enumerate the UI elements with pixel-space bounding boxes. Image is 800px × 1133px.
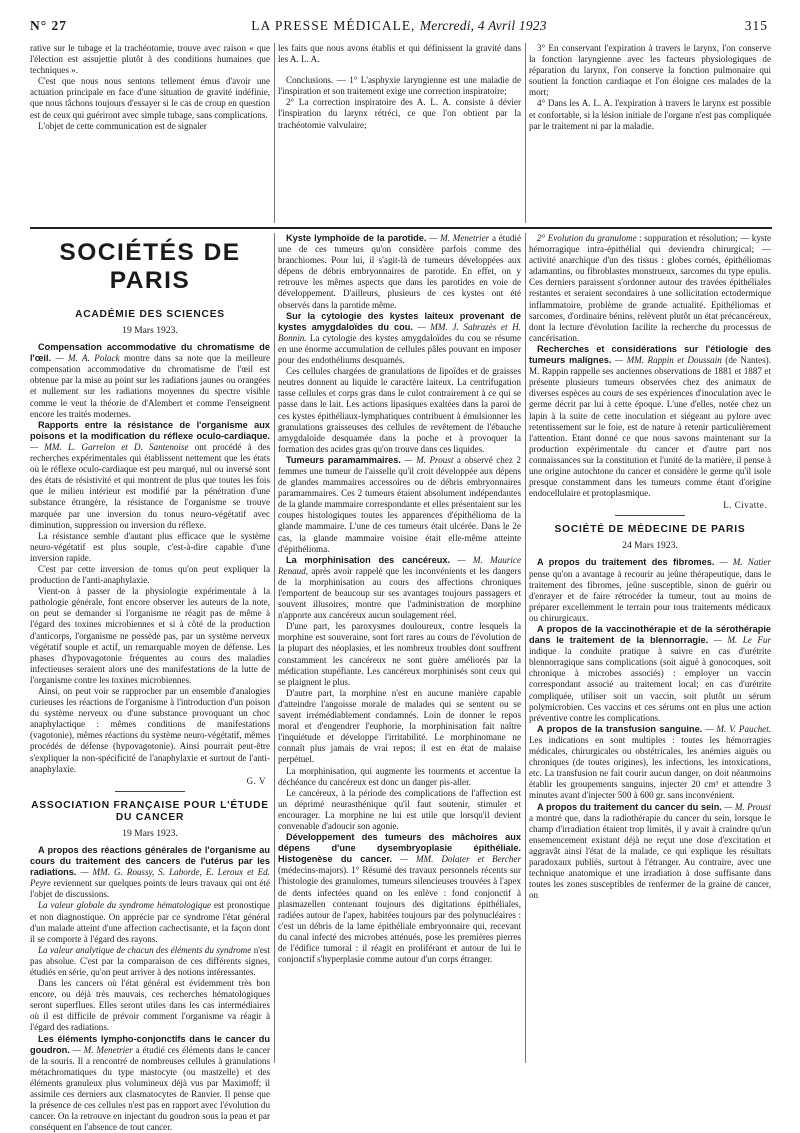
- section-date: 19 Mars 1923.: [122, 325, 178, 336]
- article: [278, 555, 521, 622]
- paragraph: C'est par cette inversion de tonus qu'on peut expliquer la production de l'anti-anaphylaxie.: [30, 563, 270, 586]
- article-text: ont procédé à des recherches expérimentales qui établissent nettement que les états où le réflexe oculo-cardiaque est peu marqué, nul ou inversé sont des états de résistivité et qui montrent de plus que toutes les fois que le milieu intérieur est modifié par la pénétration d'une substance étrangère, la résistance de l'organisme se trouve marquée par une inversion du tonus neuro-végétatif avec diminution, suppression ou inversion du réflexe.: [30, 441, 270, 530]
- paragraph: 2° Evolution du granulome : suppuration et résolution; — kyste hémorragique intra-épithélial qui deviendra chirurgical; — activité anarchique d'un des tissus : globes cornés, épithéliomas adamantins, ou fibroblastes monstrueux, sarcomes du type epulis. Ces derniers paraissent s'ordonner autour des travées épithéliales restantes et seraient secondaires à une sollicitation ectodermique inflammatoire, problème de grande actualité. Epithéliomas et sarcomes, d'ordinaire bénins, relèvent plutôt un état précancéreux, dont la lecture d'évolution facilite la recherche du processus de cancérisation.: [529, 233, 771, 343]
- section-rule: [615, 515, 685, 516]
- article-author: — M. Proust: [404, 454, 454, 465]
- article-author: — MM. J. Sabrazès et H. Bonnin.: [278, 321, 521, 343]
- article-title: Kyste lymphoïde de la parotide.: [286, 233, 427, 243]
- article-author: — M. Maurice Renaud,: [278, 554, 521, 576]
- column-3: [529, 233, 771, 1061]
- column-divider: [274, 43, 275, 223]
- section-title: ACADÉMIE DES SCIENCES: [75, 309, 225, 320]
- paragraph: Ces cellules chargées de granulations de lipoïdes et de graisses neutres donnent au liquide le caractère laiteux. La centrifugation tasse cellules et corps gras dans le culot contrairement à ce qui se passe dans le lait. Les actions lipasiques exaltées dans la paroi de ces kystes épithéliaux-lymphatiques contribuent à émulsionner les granulations graisseuses des cellules de revêtement de l'ébauche amygdaloïde desquamée dans la poche et à provoquer la formation des acides gras qu'on trouve dans ces liquides.: [278, 366, 521, 454]
- article-text: La cytologie des kystes amygdaloïdes du cou se résume en une énorme accumulation de cellules pâles pouvant en imposer pour des endothéliums desquamés.: [278, 332, 521, 366]
- issue-number: N° 27: [30, 18, 68, 33]
- paragraph: les faits que nous avons établis et qui définissent la gravité dans les A. L. A.: [278, 43, 521, 65]
- top-column-3: [529, 43, 771, 225]
- article: [30, 1034, 270, 1133]
- article-author: — M. A. Polack: [55, 353, 120, 364]
- article-author: — M. Menetrier: [72, 1044, 133, 1055]
- article-title: A propos du traitement du cancer du sein.: [537, 801, 722, 812]
- article-title: Tumeurs paramammaires.: [286, 454, 401, 465]
- article: [30, 420, 270, 531]
- emphasis: La valeur analytique de chacun des éléments du syndrome: [38, 944, 252, 955]
- article-text: (de Nantes). M. Rappin rappelle ses anciennes observations de 1881 et 1887 et présente plusieurs tumeurs observées chez des animaux de diverses espèces au cours de ses expériences d'inoculation avec le germe décrit par lui à cette époque. L'une d'elles, notée chez un lapin à la suite de cette inoculation et siégeant au pylore avec retentissement sur le foie, est de nature à retenir particulièrement l'attention. Etant donné ce que nous savons maintenant sur la production expérimentale du cancer et d'autre part nos connaissances sur la constitution et l'unité de la matière, il pense à une origine autochtone du cancer et considère le germe qu'il isole presque constamment dans les tumeurs comme étant d'origine endocellulaire et protoplasmique.: [529, 355, 771, 499]
- journal-title: [30, 18, 768, 34]
- paragraph: L'objet de cette communication est de signaler: [38, 120, 207, 131]
- column-divider: [525, 43, 526, 223]
- page-number: 315: [744, 18, 768, 33]
- section-title: SOCIÉTÉ DE MÉDECINE DE PARIS: [554, 524, 746, 536]
- article-title: Recherches et considérations sur l'étiologie des tumeurs malignes.: [529, 343, 771, 366]
- column-1: [30, 233, 270, 1133]
- article-text: indique la conduite pratique à suivre en cas d'urétrite blennorragique sans complications (soit aiguë à gonocoques, soit chronique à microbes associés) : employer un vaccin correspondant associé au traitement local; en cas d'urétrite compliquée, utiliser soit un vaccin, soit plutôt un sérum polymicrobien. Ces vaccins et ces sérums ont en plus une action préventive contre les complications.: [529, 646, 771, 723]
- article-title: Compensation accommodative du chromatisme de l'œil.: [30, 342, 270, 364]
- article: [529, 624, 771, 724]
- article-author: — M. V. Pauchet.: [705, 723, 771, 734]
- article-author: — M. Menetrier: [429, 233, 490, 243]
- article-author: — M. Natier: [719, 557, 771, 568]
- top-column-1: [30, 43, 270, 225]
- paragraph: rative sur le tubage et la trachéotomie, trouve avec raison « que l'élection est assujettie plutôt à des conditions humaines que techniques ».: [30, 43, 270, 76]
- paragraph: Vient-on à passer de la physiologie expérimentale à la pathologie générale, font encore observer les auteurs de la note, on peut se demander si l'organisme ne réagit pas de même à l'égard des toxines microbiennes et si à côté de la production d'anticorps, l'organisme ne possède pas, par un système nerveux végétatif souple et actif, un remarquable moyen de défense. Les phases d'hypovagotonie fréquentes au cours des maladies infectieuses seraient alors une des manifestations de la lutte de l'organisme contre les toxines microbiennes.: [30, 586, 270, 685]
- article-text: a étudié ces éléments dans le cancer de la souris. Il a rencontré de nombreuses cellules à granulations métachromatiques du type mastocyte (ou mastzelle) et des éléments granuleux plus volumineux déjà vus par Maximoff; il assimile ces derniers aux clasmatocytes de Ranvier. Il pense que la présence de ces cellules n'est pas en rapport avec l'évolution du cancer. On la retrouve en injectant du goudron sous la peau et par conséquent en l'absence de tout cancer.: [30, 1044, 270, 1133]
- article-title: Les éléments lympho-conjonctifs dans le cancer du goudron.: [30, 1033, 270, 1055]
- article-text: pense qu'on a avantage à recourir au jeûne thérapeutique, dans le traitement des fibromes, jeûne susceptible, sinon de guérir ou d'enrayer et de faire rétrocéder la tumeur, tout au moins de préparer excellemment le terrain pour tous traitements médicaux ou chirurgicaux.: [529, 568, 771, 623]
- article: [278, 233, 521, 311]
- article-text: montre dans sa note que la meilleure compensation accommodative du chromatisme de l'œil est obtenue par la mise au point sur les radiations jaunes ou orangées et nullement sur les radiations moyennes du spectre visible comme le veut la théorie de d'Alembert et comme l'enseignent encore les traités modernes.: [30, 353, 270, 419]
- section-title: ASSOCIATION FRANÇAISE POUR L'ÉTUDE DU CANCER: [31, 799, 269, 823]
- paragraph: La valeur globale du syndrome hématologique est pronostique et non diagnostique. On apprécie par ce syndrome l'état général d'un malade atteint d'une affection cachectisante, et la façon dont il se comporte à l'égard des rayons.: [30, 900, 270, 944]
- paragraph: La résistance semble d'autant plus efficace que le système neuro-végétatif est plus souple, c'est-à-dire capable d'une inversion rapide.: [30, 530, 270, 563]
- article-author: — MM. G. Roussy, S. Laborde, E. Leroux et Ed. Peyre: [30, 867, 270, 889]
- article-title: Sur la cytologie des kystes laiteux provenant de kystes amygdaloïdes du cou.: [278, 310, 521, 332]
- article: [30, 845, 270, 900]
- paragraph: Dans les cancers où l'état général est évidemment très bon encore, ou déjà très mauvais, ces recherches hématologiques seront superflues. Elles seront utiles dans les cas intermédiaires où il est difficile de prévoir comment l'organisme va réagir à l'égard des radiations.: [30, 978, 270, 1033]
- paragraph: 4° Dans les A. L. A. l'expiration à travers le larynx est possible et confortable, si la lésion initiale de l'organe n'est pas compliquée par le traitement ni par la maladie.: [529, 98, 771, 131]
- paragraph: Conclusions. — 1° L'asphyxie laryngienne est une maladie de l'inspiration et son traitement exige une correction inspiratoire;: [278, 75, 521, 97]
- paragraph: La morphinisation, qui augmente les tourments et accentue la déchéance du cancéreux est donc un danger pis-aller.: [278, 765, 521, 787]
- section-rule: [30, 227, 772, 229]
- column-divider: [525, 233, 526, 1063]
- issue-date: Mercredi, 4 Avril 1923: [419, 18, 547, 33]
- article-title: A propos des réactions générales de l'organisme au cours du traitement des cancers de l'utérus par les radiations.: [30, 844, 270, 878]
- article: [278, 455, 521, 555]
- article-title: La morphinisation des cancéreux.: [286, 554, 450, 565]
- article-text: a montré que, dans la radiothérapie du cancer du sein, lorsque le champ d'irradiation étaient trop limités, il y avait à craindre qu'un ensemencement existant déjà ne reçut une dose d'excitation et aggravât ainsi l'état de la malade, ce qui explique les résultats paradoxaux publiés, surtout à l'étranger. Au contraire, avec une technique anatomique et une irradiation à dose suffisante dans toutes les zones susceptibles de renfermer de la graine de cancer, on: [529, 812, 771, 901]
- top-column-2: [278, 43, 521, 225]
- main-title: SOCIÉTÉS DE PARIS: [59, 239, 241, 294]
- section-rule: [115, 791, 185, 792]
- article: [278, 832, 521, 965]
- article-author: — MM. Dolater et Bercher: [399, 854, 521, 865]
- signature: G. V: [246, 775, 266, 786]
- article-author: — M. Proust: [724, 801, 771, 812]
- running-header: [30, 14, 768, 36]
- paragraph: Ainsi, on peut voir se rapprocher par un ensemble d'analogies curieuses les réactions de l'organisme à l'introduction d'un poison du système nerveux ou d'une substance provoquant un choc anaphylactique : mêmes conditions de manifestations (vagotonie), mêmes réactions du système neuro-végétatif, mêmes procédés de défense (hypovagotonie). Ainsi pourrait peut-être s'expliquer la non-spécificité de l'anaphylaxie et surtout de l'anti-anaphylaxie.: [30, 686, 270, 774]
- article-text: a étudié une de ces tumeurs qu'on considère parfois comme des branchiomes. Pour lui, il s'agit-là de tumeurs développées aux dépens de débris embryonnaires de parotide. En effet, on y retrouve les mêmes aspects que dans les parotides en voie de développement. D'ailleurs, plusieurs de ces kystes ont été observés dans la parotide même.: [278, 233, 521, 310]
- article-text: après avoir rappelé que les inconvénients et les dangers de la morphinisation au cours des affections chroniques l'emportent de beaucoup sur ses avantages toujours passagers et souvent illusoires, montre que l'administration de morphine n'apporte aux cancéreux aucun soulagement réel.: [278, 565, 521, 621]
- section-date: 24 Mars 1923.: [622, 540, 678, 552]
- column-divider: [274, 233, 275, 1063]
- article-author: — MM. Rappin et Doussain: [614, 355, 722, 366]
- article-author: — MM. L. Garrelon et D. Santenoise: [30, 441, 189, 452]
- article: [529, 344, 771, 499]
- paragraph: C'est que nous nous sentons tellement émus d'avoir une actuation principale en face d'une situation de gravité indéfinie, que nous tâchons toujours d'essayer si le cas de croup en question est de ceux qui guériront avec simple tubage, sans complications.: [30, 76, 270, 120]
- article-title: Développement des tumeurs des mâchoires aux dépens d'une dysembryoplasie épithéliale. Histogenèse du cancer.: [278, 832, 521, 865]
- article: [529, 557, 771, 624]
- article-text: a observé chez 2 femmes une tumeur de l'aisselle qu'il croit développée aux dépens de glandes mammaires accessoires ou de débris embryonnaires paramammaires. Ces 2 tumeurs étaient absolument indépendantes de la glande mammaire correspondante et elles présentaient sur les coupes histologiques toutes les apparences d'épithélioma de la glande mammaire. L'une de ces tumeurs était ulcérée. Dans le 2e cas, la glande mammaire voisine était elle-même atteinte d'épithélioma.: [278, 454, 521, 554]
- signature: L. Civatte.: [723, 500, 767, 511]
- column-2: [278, 233, 521, 1061]
- article-text: reviennent sur quelques points de leurs travaux qui ont été l'objet de discussions.: [30, 878, 270, 900]
- paragraph: 3° En conservant l'expiration à travers le larynx, l'on conserve la fonction laryngienne avec les facteurs physiologiques de réparation du larynx, l'on conserve la fonction pulmonaire qui soutient la fonction cardiaque et l'on éloigne ces malades de la mort;: [529, 43, 771, 98]
- article-title: A propos de la transfusion sanguine.: [537, 723, 703, 734]
- article-text: Les indications en sont multiples : toutes les hémorragies médicales, chirurgicales ou obstétricales, les anémies aiguës ou chroniques (de toutes origines), les infections, les intoxications, etc. La transfusion ne fait courir aucun danger, on doit néanmoins établir les groupements sanguins, injecter 20 cm³ et attendre 3 minutes avant d'injecter 500 à 600 gr. sans inconvénient.: [529, 734, 771, 801]
- article: [30, 342, 270, 420]
- journal-name: LA PRESSE MÉDICALE,: [251, 18, 416, 33]
- paragraph: D'une part, les paroxysmes douloureux, contre lesquels la morphine est souveraine, sont fort rares au cours de l'évolution de la plupart des néoplasies, et les nombreux troubles dont souffrent constamment les cancéreux ne sont guère améliorés par la médication stupéfiante. Les cancéreux morphinisés sont ceux qui se plaignent le plus.: [278, 621, 521, 687]
- paragraph: La valeur analytique de chacun des éléments du syndrome n'est pas absolue. C'est par la comparaison de ces différents signes, étudiés en série, qu'on peut arriver à des notions intéressantes.: [30, 944, 270, 977]
- emphasis: 2° Evolution du granulome: [537, 233, 637, 243]
- article-author: — M. Le Fur: [713, 635, 771, 646]
- article-text: (médecins-majors). 1° Résumé des travaux personnels récents sur l'histologie des granulomes, tumeurs silencieuses trouvées à l'apex de dents infectées quand on les enlève : fond conjonctif à plasmazellen contenant toujours des digitations épithéliales, radiées autour de l'apex, habitées toujours par des polynucléaires : c'est un débris de la lame épithéliale embryonnaire qui, recevant du canal infecté des microbes atténués, pose les premières pierres de l'édifice tumoral : il réagit en proliférant et autour de lui le conjonctif s'hyperplasie comme autour d'un corps étranger.: [278, 865, 521, 965]
- article: [278, 311, 521, 366]
- article-title: A propos du traitement des fibromes.: [537, 557, 715, 568]
- article: [529, 724, 771, 802]
- paragraph: Le cancéreux, à la période des complications de l'affection est un déprimé neurasthénique qu'il faut soutenir, stimuler et encourager. La morphine ne lui est utile que lorsqu'il devient convenable d'adoucir son agonie.: [278, 787, 521, 831]
- article: [529, 802, 771, 902]
- article-title: A propos de la vaccinothérapie et de la sérothérapie dans le traitement de la blennorragie.: [529, 624, 771, 646]
- article-title: Rapports entre la résistance de l'organisme aux poisons et la modification du réflexe oculo-cardiaque.: [30, 419, 270, 441]
- section-date: 19 Mars 1923.: [122, 827, 178, 839]
- emphasis: La valeur globale du syndrome hématologique: [38, 900, 212, 911]
- paragraph: D'autre part, la morphine n'est en aucune manière capable d'atteindre l'angoisse morale de malades qui se sentent ou se savent irrémédiablement condamnés. Loin de donner le repos moral et d'engendrer l'euphorie, la morphinisation fait naître l'inquiétude et développe l'irritabilité. Le morphinomane ne connaît plus jamais de vrai repos; il est en état de malaise perpétuel.: [278, 687, 521, 765]
- paragraph: 2° La correction inspiratoire des A. L. A. consiste à dévier l'inspiration du larynx rétréci, ce que l'on obtient par la trachéotomie valvulaire;: [278, 97, 521, 130]
